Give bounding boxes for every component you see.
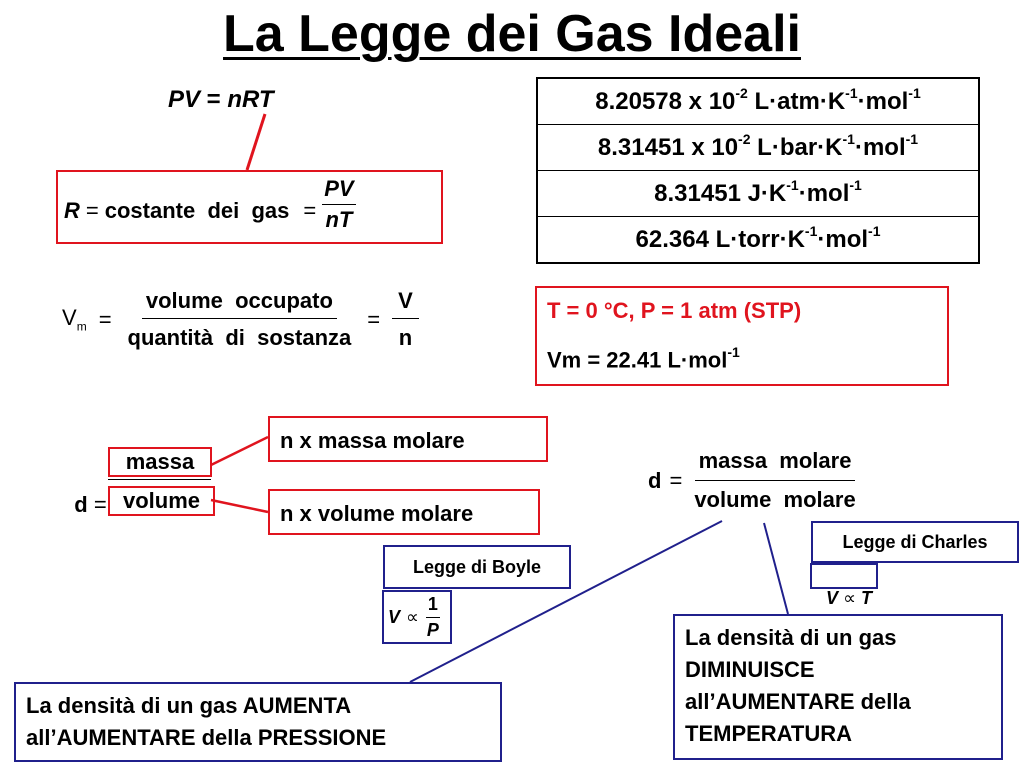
exponent: -1: [868, 223, 881, 239]
v-symbol: V: [388, 606, 401, 627]
fraction-numerator: PV: [322, 176, 355, 205]
equals-sign: =: [303, 197, 317, 223]
charles-law-formula: [810, 563, 878, 608]
proportional-symbol: ∝: [843, 588, 856, 608]
pv-term: PV: [168, 86, 201, 113]
temperature-connector: [764, 523, 788, 614]
mass-term: massa: [125, 449, 195, 474]
molar-volume-fraction: [124, 288, 356, 351]
mass-term-box: [108, 447, 212, 477]
unit: L·bar·K: [750, 134, 843, 161]
table-cell: [537, 171, 979, 217]
gas-law-connector: [247, 114, 265, 170]
unit: ·mol: [857, 88, 909, 115]
unit: L·atm·K: [747, 88, 846, 115]
exponent: -1: [786, 177, 799, 193]
vm-symbol: [62, 305, 87, 333]
density-pressure-box: [14, 682, 502, 762]
table-row: [537, 125, 979, 171]
fraction-numerator: V: [392, 288, 419, 319]
gas-constant-values-table: [536, 77, 980, 264]
density-temperature-line2: DIMINUISCE: [685, 657, 815, 682]
density-temperature-line3: all’AUMENTARE della: [685, 689, 911, 714]
page-title-text: La Legge dei Gas Ideali: [223, 5, 801, 63]
gas-constant-formula: [64, 176, 356, 233]
density-pressure-line1: La densità di un gas AUMENTA: [26, 693, 352, 718]
density-fraction-bar: [108, 479, 211, 480]
exponent: -1: [727, 344, 740, 360]
proportional-symbol: ∝: [406, 606, 419, 627]
exponent: -1: [845, 85, 858, 101]
density-temperature-line1: La densità di un gas: [685, 625, 897, 650]
fraction-numerator: volume occupato: [142, 288, 337, 319]
density-temperature-line4: TEMPERATURA: [685, 721, 853, 746]
table-cell: [537, 78, 979, 125]
one-over-p-fraction: [425, 594, 441, 641]
t-symbol: T: [860, 588, 872, 608]
table-cell: [537, 217, 979, 264]
m-subscript: m: [76, 319, 87, 334]
density-symbol: [62, 466, 107, 518]
equals-sign: =: [669, 467, 683, 493]
pv-over-nt-fraction: [322, 176, 355, 233]
exponent: -1: [849, 177, 862, 193]
molar-volume-formula: [62, 288, 419, 351]
molar-volume-box: n x volume molare: [268, 489, 540, 535]
boyle-law-label: Legge di Boyle: [383, 545, 571, 589]
v-over-n-fraction: [392, 288, 419, 351]
gas-constant-box: [56, 170, 443, 244]
ideal-gas-equation: [168, 86, 274, 114]
unit: ·mol: [798, 180, 850, 207]
table-row: [537, 171, 979, 217]
density-pressure-line2: all’AUMENTARE della PRESSIONE: [26, 725, 387, 750]
unit: ·mol: [817, 226, 869, 253]
fraction-numerator: 1: [426, 594, 440, 618]
constant-value: 62.364 L·torr·K: [635, 226, 805, 253]
exponent: -1: [908, 85, 921, 101]
exponent: -1: [804, 223, 818, 239]
constant-value: 8.31451 J·K: [654, 180, 787, 207]
fraction-numerator: massa molare: [695, 448, 856, 481]
stp-molar-volume: [547, 346, 740, 373]
density-temperature-box: [673, 614, 1003, 760]
equals-sign: =: [98, 306, 112, 332]
d-symbol: d: [648, 467, 662, 493]
v-symbol: V: [62, 305, 77, 331]
exponent: -1: [842, 131, 855, 147]
unit: ·mol: [854, 134, 906, 161]
equals-sign: =: [93, 492, 107, 517]
stp-conditions: T = 0 °C, P = 1 atm (STP): [547, 298, 802, 323]
stp-molar-volume-value: Vm = 22.41 L·mol: [547, 347, 728, 373]
molar-density-fraction: [690, 448, 859, 513]
volume-connector: [211, 500, 268, 512]
molar-mass-box: n x massa molare: [268, 416, 548, 462]
constant-value: 8.31451 x 10: [597, 134, 739, 161]
fraction-denominator: volume molare: [694, 487, 856, 512]
constant-value: 8.20578 x 10: [595, 88, 736, 115]
fraction-denominator: nT: [325, 207, 353, 232]
d-symbol: d: [74, 492, 88, 517]
table-row: [537, 217, 979, 264]
fraction-denominator: quantità di sostanza: [127, 325, 352, 350]
exponent: -1: [905, 131, 919, 147]
equals-sign: =: [367, 306, 381, 332]
boyle-law-formula: [382, 590, 452, 644]
fraction-denominator: P: [426, 619, 439, 640]
stp-box: [535, 286, 949, 386]
table-row: [537, 78, 979, 125]
charles-law-label: Legge di Charles: [811, 521, 1019, 563]
mass-connector: [211, 437, 268, 465]
equals-sign: =: [200, 86, 228, 113]
exponent: -2: [735, 85, 748, 101]
gas-constant-label: costante dei gas: [104, 197, 290, 223]
v-symbol: V: [826, 588, 839, 608]
fraction-denominator: n: [398, 325, 413, 350]
equals-sign: =: [85, 197, 99, 223]
molar-density-formula: [648, 448, 860, 513]
nrt-term: nRT: [227, 86, 274, 113]
exponent: -2: [738, 131, 751, 147]
r-symbol: R: [64, 197, 80, 223]
volume-term-box: [108, 486, 215, 516]
volume-term: volume: [122, 488, 201, 513]
table-cell: [537, 125, 979, 171]
